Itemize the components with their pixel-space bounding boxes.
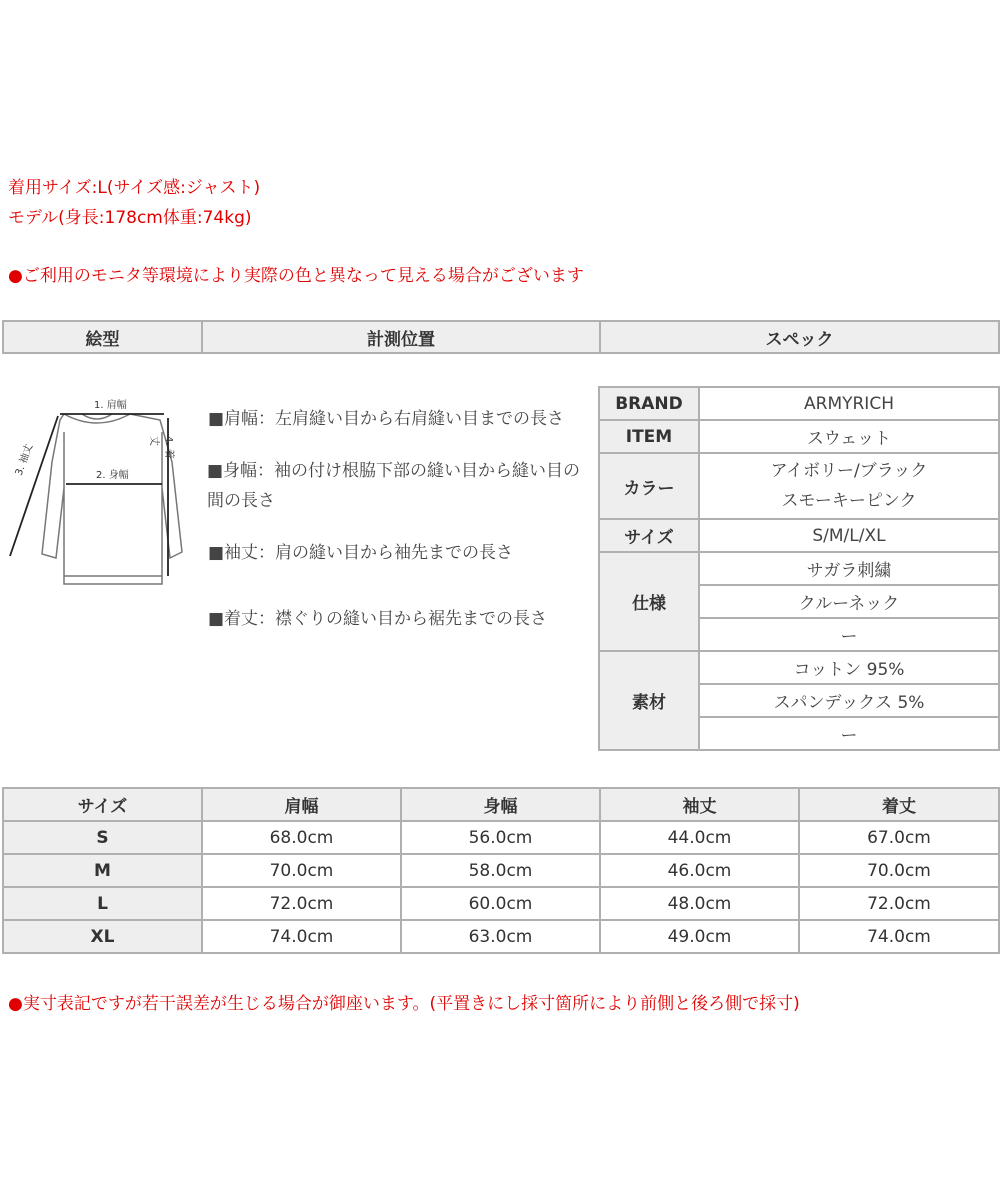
size-label: L [3,887,202,920]
header-spec: スペック [600,321,999,353]
header-pattern: 絵型 [3,321,202,353]
spec-color-value-1: アイボリー/ブラック [770,461,928,481]
size-cell: 72.0cm [202,887,401,920]
spec-material-value-2: スパンデックス 5% [699,684,999,717]
spec-table [598,386,1000,751]
label-bodywidth: 2. 身幅 [96,470,129,481]
label-sleeve: 3. 袖丈 [13,442,36,478]
spec-size-key: サイズ [599,519,699,552]
size-cell: 68.0cm [202,821,401,854]
header-measure: 計測位置 [202,321,600,353]
table-row [3,887,999,920]
measure-length: ■着丈：襟ぐりの縫い目から裾先までの長さ [208,609,548,629]
size-label: XL [3,920,202,953]
size-cell: 56.0cm [401,821,600,854]
spec-item-value: スウェット [699,420,999,453]
spec-color-key: カラー [599,453,699,519]
spec-feature-key: 仕様 [599,552,699,651]
spec-item-key: ITEM [599,420,699,453]
size-col-shoulder: 肩幅 [202,788,401,821]
size-cell: 70.0cm [202,854,401,887]
sweatshirt-illustration [2,392,202,602]
spec-row-feature-1 [599,552,999,585]
spec-row-item [599,420,999,453]
spec-brand-key: BRAND [599,387,699,420]
table-row [3,854,999,887]
header-table [2,320,1000,354]
size-table [2,787,1000,954]
spec-feature-value-3: ー [699,618,999,651]
table-row [3,821,999,854]
spec-feature-value-2: クルーネック [699,585,999,618]
spec-feature-value-1: サガラ刺繍 [699,552,999,585]
size-cell: 70.0cm [799,854,999,887]
measure-bodywidth: ■身幅：袖の付け根脇下部の縫い目から縫い目の間の長さ [207,461,581,511]
label-shoulder: 1. 肩幅 [94,400,127,411]
spec-color-value [699,453,999,519]
size-col-length: 着丈 [799,788,999,821]
size-cell: 74.0cm [202,920,401,953]
size-cell: 60.0cm [401,887,600,920]
size-cell: 74.0cm [799,920,999,953]
size-cell: 48.0cm [600,887,799,920]
size-cell: 72.0cm [799,887,999,920]
size-col-body: 身幅 [401,788,600,821]
garment-diagram [2,392,202,602]
size-label: S [3,821,202,854]
size-cell: 58.0cm [401,854,600,887]
spec-material-value-1: コットン 95% [699,651,999,684]
color-notice: ●ご利用のモニタ等環境により実際の色と異なって見える場合がございます [8,266,584,286]
measure-shoulder: ■肩幅：左肩縫い目から右肩縫い目までの長さ [208,409,565,429]
spec-color-value-2: スモーキーピンク [781,491,917,511]
spec-brand-value: ARMYRICH [699,387,999,420]
size-label: M [3,854,202,887]
label-length: 4. 着丈 [148,436,174,459]
table-row [3,920,999,953]
spec-row-material-1 [599,651,999,684]
spec-material-key: 素材 [599,651,699,750]
size-cell: 49.0cm [600,920,799,953]
model-height-text: モデル(身長:178cm体重:74kg) [8,208,252,228]
spec-row-size [599,519,999,552]
spec-size-value: S/M/L/XL [699,519,999,552]
size-col-size: サイズ [3,788,202,821]
size-col-sleeve: 袖丈 [600,788,799,821]
size-cell: 46.0cm [600,854,799,887]
spec-row-brand [599,387,999,420]
size-cell: 67.0cm [799,821,999,854]
size-cell: 63.0cm [401,920,600,953]
measure-sleeve: ■袖丈：肩の縫い目から袖先までの長さ [208,543,514,563]
spec-material-value-3: ー [699,717,999,750]
spec-row-color [599,453,999,519]
model-size-text: 着用サイズ:L(サイズ感:ジャスト) [8,178,261,198]
size-notice: ●実寸表記ですが若干誤差が生じる場合が御座います。(平置きにし採寸箇所により前側と後ろ側で採寸) [8,994,800,1014]
size-cell: 44.0cm [600,821,799,854]
size-table-header [3,788,999,821]
